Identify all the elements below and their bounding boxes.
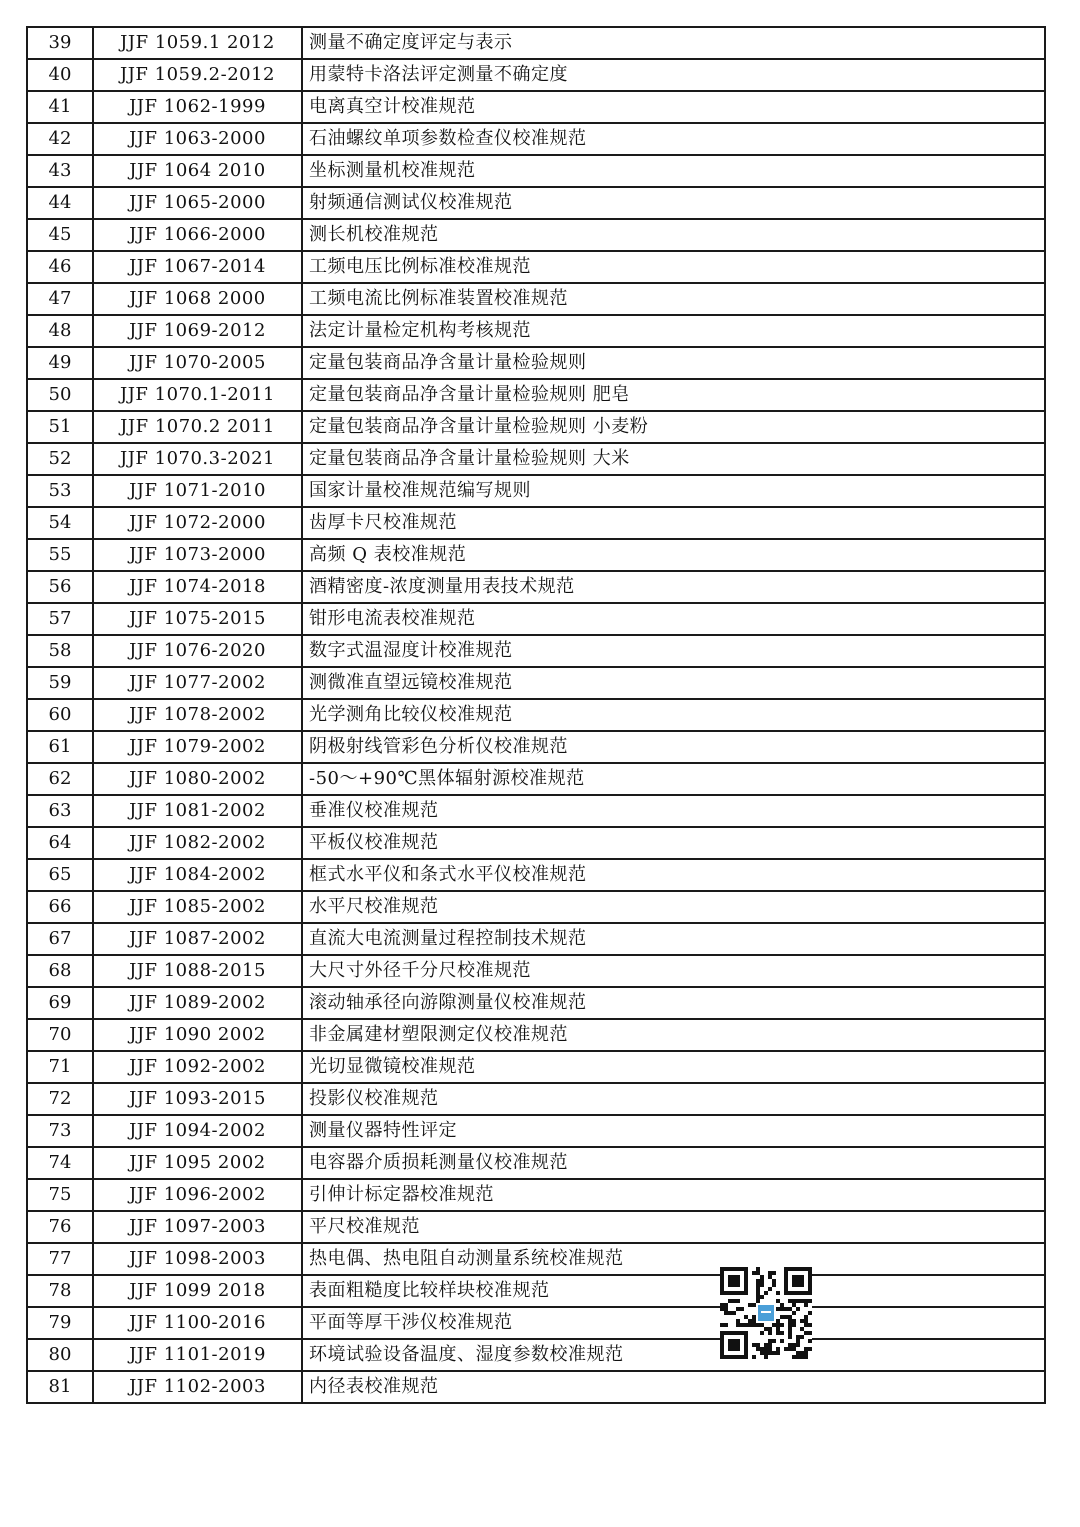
standard-code: JJF 1090 2002 [93,1019,302,1051]
table-row [27,1211,1045,1243]
standard-code: JJF 1078-2002 [93,699,302,731]
standard-title: 垂准仪校准规范 [302,795,1045,827]
standard-title: 测微准直望远镜校准规范 [302,667,1045,699]
row-number: 78 [27,1275,93,1307]
standard-code: JJF 1066-2000 [93,219,302,251]
standard-code: JJF 1070.3-2021 [93,443,302,475]
table-row [27,731,1045,763]
standard-title: 钳形电流表校准规范 [302,603,1045,635]
standard-code: JJF 1059.2-2012 [93,59,302,91]
table-row [27,923,1045,955]
row-number: 58 [27,635,93,667]
row-number: 60 [27,699,93,731]
row-number: 53 [27,475,93,507]
row-number: 48 [27,315,93,347]
row-number: 71 [27,1051,93,1083]
standard-code: JJF 1094-2002 [93,1115,302,1147]
row-number: 46 [27,251,93,283]
standards-table-body [27,27,1045,1403]
row-number: 69 [27,987,93,1019]
row-number: 39 [27,27,93,59]
standard-title: 数字式温湿度计校准规范 [302,635,1045,667]
standard-title: 大尺寸外径千分尺校准规范 [302,955,1045,987]
standard-title: 投影仪校准规范 [302,1083,1045,1115]
standard-title: 平面等厚干涉仪校准规范 [302,1307,1045,1339]
table-row [27,347,1045,379]
row-number: 70 [27,1019,93,1051]
row-number: 66 [27,891,93,923]
standard-code: JJF 1067-2014 [93,251,302,283]
standard-code: JJF 1089-2002 [93,987,302,1019]
row-number: 64 [27,827,93,859]
standard-title: 坐标测量机校准规范 [302,155,1045,187]
standard-code: JJF 1075-2015 [93,603,302,635]
table-row [27,603,1045,635]
standard-code: JJF 1076-2020 [93,635,302,667]
standard-code: JJF 1073-2000 [93,539,302,571]
standard-title: 工频电流比例标准装置校准规范 [302,283,1045,315]
standard-title: 工频电压比例标准校准规范 [302,251,1045,283]
standard-code: JJF 1079-2002 [93,731,302,763]
table-row [27,411,1045,443]
table-row [27,475,1045,507]
row-number: 75 [27,1179,93,1211]
standard-title: 定量包装商品净含量计量检验规则 大米 [302,443,1045,475]
standard-code: JJF 1064 2010 [93,155,302,187]
standard-title: 齿厚卡尺校准规范 [302,507,1045,539]
table-row [27,795,1045,827]
standard-title: 酒精密度-浓度测量用表技术规范 [302,571,1045,603]
row-number: 77 [27,1243,93,1275]
standard-title: 引伸计标定器校准规范 [302,1179,1045,1211]
standard-code: JJF 1062-1999 [93,91,302,123]
row-number: 80 [27,1339,93,1371]
standard-code: JJF 1059.1 2012 [93,27,302,59]
table-row [27,123,1045,155]
table-row [27,1243,1045,1275]
table-row [27,315,1045,347]
standard-title: 法定计量检定机构考核规范 [302,315,1045,347]
standard-title: 光切显微镜校准规范 [302,1051,1045,1083]
standard-title: 定量包装商品净含量计量检验规则 [302,347,1045,379]
standard-code: JJF 1070-2005 [93,347,302,379]
standard-title: 定量包装商品净含量计量检验规则 肥皂 [302,379,1045,411]
table-row [27,1339,1045,1371]
standard-code: JJF 1096-2002 [93,1179,302,1211]
table-row [27,859,1045,891]
standard-title: 石油螺纹单项参数检查仪校准规范 [302,123,1045,155]
standard-title: 射频通信测试仪校准规范 [302,187,1045,219]
standard-code: JJF 1070.2 2011 [93,411,302,443]
standard-code: JJF 1063-2000 [93,123,302,155]
standard-code: JJF 1099 2018 [93,1275,302,1307]
standard-code: JJF 1071-2010 [93,475,302,507]
standard-code: JJF 1070.1-2011 [93,379,302,411]
row-number: 43 [27,155,93,187]
table-row [27,955,1045,987]
standard-code: JJF 1081-2002 [93,795,302,827]
standard-title: 阴极射线管彩色分析仪校准规范 [302,731,1045,763]
standard-title: 非金属建材塑限测定仪校准规范 [302,1019,1045,1051]
row-number: 51 [27,411,93,443]
row-number: 73 [27,1115,93,1147]
standard-title: 用蒙特卡洛法评定测量不确定度 [302,59,1045,91]
row-number: 79 [27,1307,93,1339]
standard-code: JJF 1092-2002 [93,1051,302,1083]
standard-code: JJF 1080-2002 [93,763,302,795]
row-number: 54 [27,507,93,539]
standard-title: 测量仪器特性评定 [302,1115,1045,1147]
table-row [27,987,1045,1019]
row-number: 42 [27,123,93,155]
row-number: 81 [27,1371,93,1403]
table-row [27,187,1045,219]
standard-code: JJF 1082-2002 [93,827,302,859]
table-row [27,91,1045,123]
table-row [27,1019,1045,1051]
table-row [27,283,1045,315]
standard-code: JJF 1098-2003 [93,1243,302,1275]
table-row [27,155,1045,187]
row-number: 47 [27,283,93,315]
table-row [27,891,1045,923]
row-number: 44 [27,187,93,219]
table-row [27,1371,1045,1403]
table-row [27,1307,1045,1339]
table-row [27,827,1045,859]
standard-code: JJF 1093-2015 [93,1083,302,1115]
standards-table [26,26,1046,1404]
standard-code: JJF 1102-2003 [93,1371,302,1403]
row-number: 61 [27,731,93,763]
standard-title: 环境试验设备温度、湿度参数校准规范 [302,1339,1045,1371]
row-number: 74 [27,1147,93,1179]
row-number: 52 [27,443,93,475]
row-number: 72 [27,1083,93,1115]
standard-title: 光学测角比较仪校准规范 [302,699,1045,731]
standard-title: 内径表校准规范 [302,1371,1045,1403]
table-row [27,507,1045,539]
row-number: 68 [27,955,93,987]
standard-title: 定量包装商品净含量计量检验规则 小麦粉 [302,411,1045,443]
standard-code: JJF 1069-2012 [93,315,302,347]
qr-code-icon [720,1267,812,1359]
standard-code: JJF 1065-2000 [93,187,302,219]
table-row [27,539,1045,571]
row-number: 76 [27,1211,93,1243]
standard-code: JJF 1077-2002 [93,667,302,699]
table-row [27,219,1045,251]
row-number: 62 [27,763,93,795]
row-number: 67 [27,923,93,955]
standard-title: 电离真空计校准规范 [302,91,1045,123]
standard-code: JJF 1085-2002 [93,891,302,923]
row-number: 45 [27,219,93,251]
table-row [27,1147,1045,1179]
standard-code: JJF 1072-2000 [93,507,302,539]
table-row [27,635,1045,667]
standard-code: JJF 1095 2002 [93,1147,302,1179]
standard-title: 热电偶、热电阻自动测量系统校准规范 [302,1243,1045,1275]
standard-code: JJF 1100-2016 [93,1307,302,1339]
table-row [27,1179,1045,1211]
standard-title: 测量不确定度评定与表示 [302,27,1045,59]
row-number: 59 [27,667,93,699]
table-row [27,1051,1045,1083]
standard-code: JJF 1101-2019 [93,1339,302,1371]
standard-code: JJF 1088-2015 [93,955,302,987]
table-row [27,251,1045,283]
row-number: 56 [27,571,93,603]
row-number: 57 [27,603,93,635]
standard-title: 框式水平仪和条式水平仪校准规范 [302,859,1045,891]
table-row [27,1115,1045,1147]
row-number: 63 [27,795,93,827]
standard-title: 水平尺校准规范 [302,891,1045,923]
standard-title: 测长机校准规范 [302,219,1045,251]
standard-code: JJF 1074-2018 [93,571,302,603]
table-row [27,1275,1045,1307]
standard-title: -50～+90℃黑体辐射源校准规范 [302,763,1045,795]
row-number: 55 [27,539,93,571]
standard-title: 国家计量校准规范编写规则 [302,475,1045,507]
standard-title: 滚动轴承径向游隙测量仪校准规范 [302,987,1045,1019]
row-number: 49 [27,347,93,379]
row-number: 50 [27,379,93,411]
table-row [27,699,1045,731]
standard-title: 平板仪校准规范 [302,827,1045,859]
table-row [27,1083,1045,1115]
standard-code: JJF 1068 2000 [93,283,302,315]
standard-title: 平尺校准规范 [302,1211,1045,1243]
table-row [27,379,1045,411]
table-row [27,443,1045,475]
standard-title: 表面粗糙度比较样块校准规范 [302,1275,1045,1307]
table-row [27,571,1045,603]
standard-title: 直流大电流测量过程控制技术规范 [302,923,1045,955]
standard-code: JJF 1097-2003 [93,1211,302,1243]
table-row [27,27,1045,59]
standard-title: 电容器介质损耗测量仪校准规范 [302,1147,1045,1179]
standard-title: 高频 Q 表校准规范 [302,539,1045,571]
table-row [27,667,1045,699]
row-number: 40 [27,59,93,91]
row-number: 65 [27,859,93,891]
table-row [27,59,1045,91]
row-number: 41 [27,91,93,123]
standard-code: JJF 1084-2002 [93,859,302,891]
standard-code: JJF 1087-2002 [93,923,302,955]
table-row [27,763,1045,795]
